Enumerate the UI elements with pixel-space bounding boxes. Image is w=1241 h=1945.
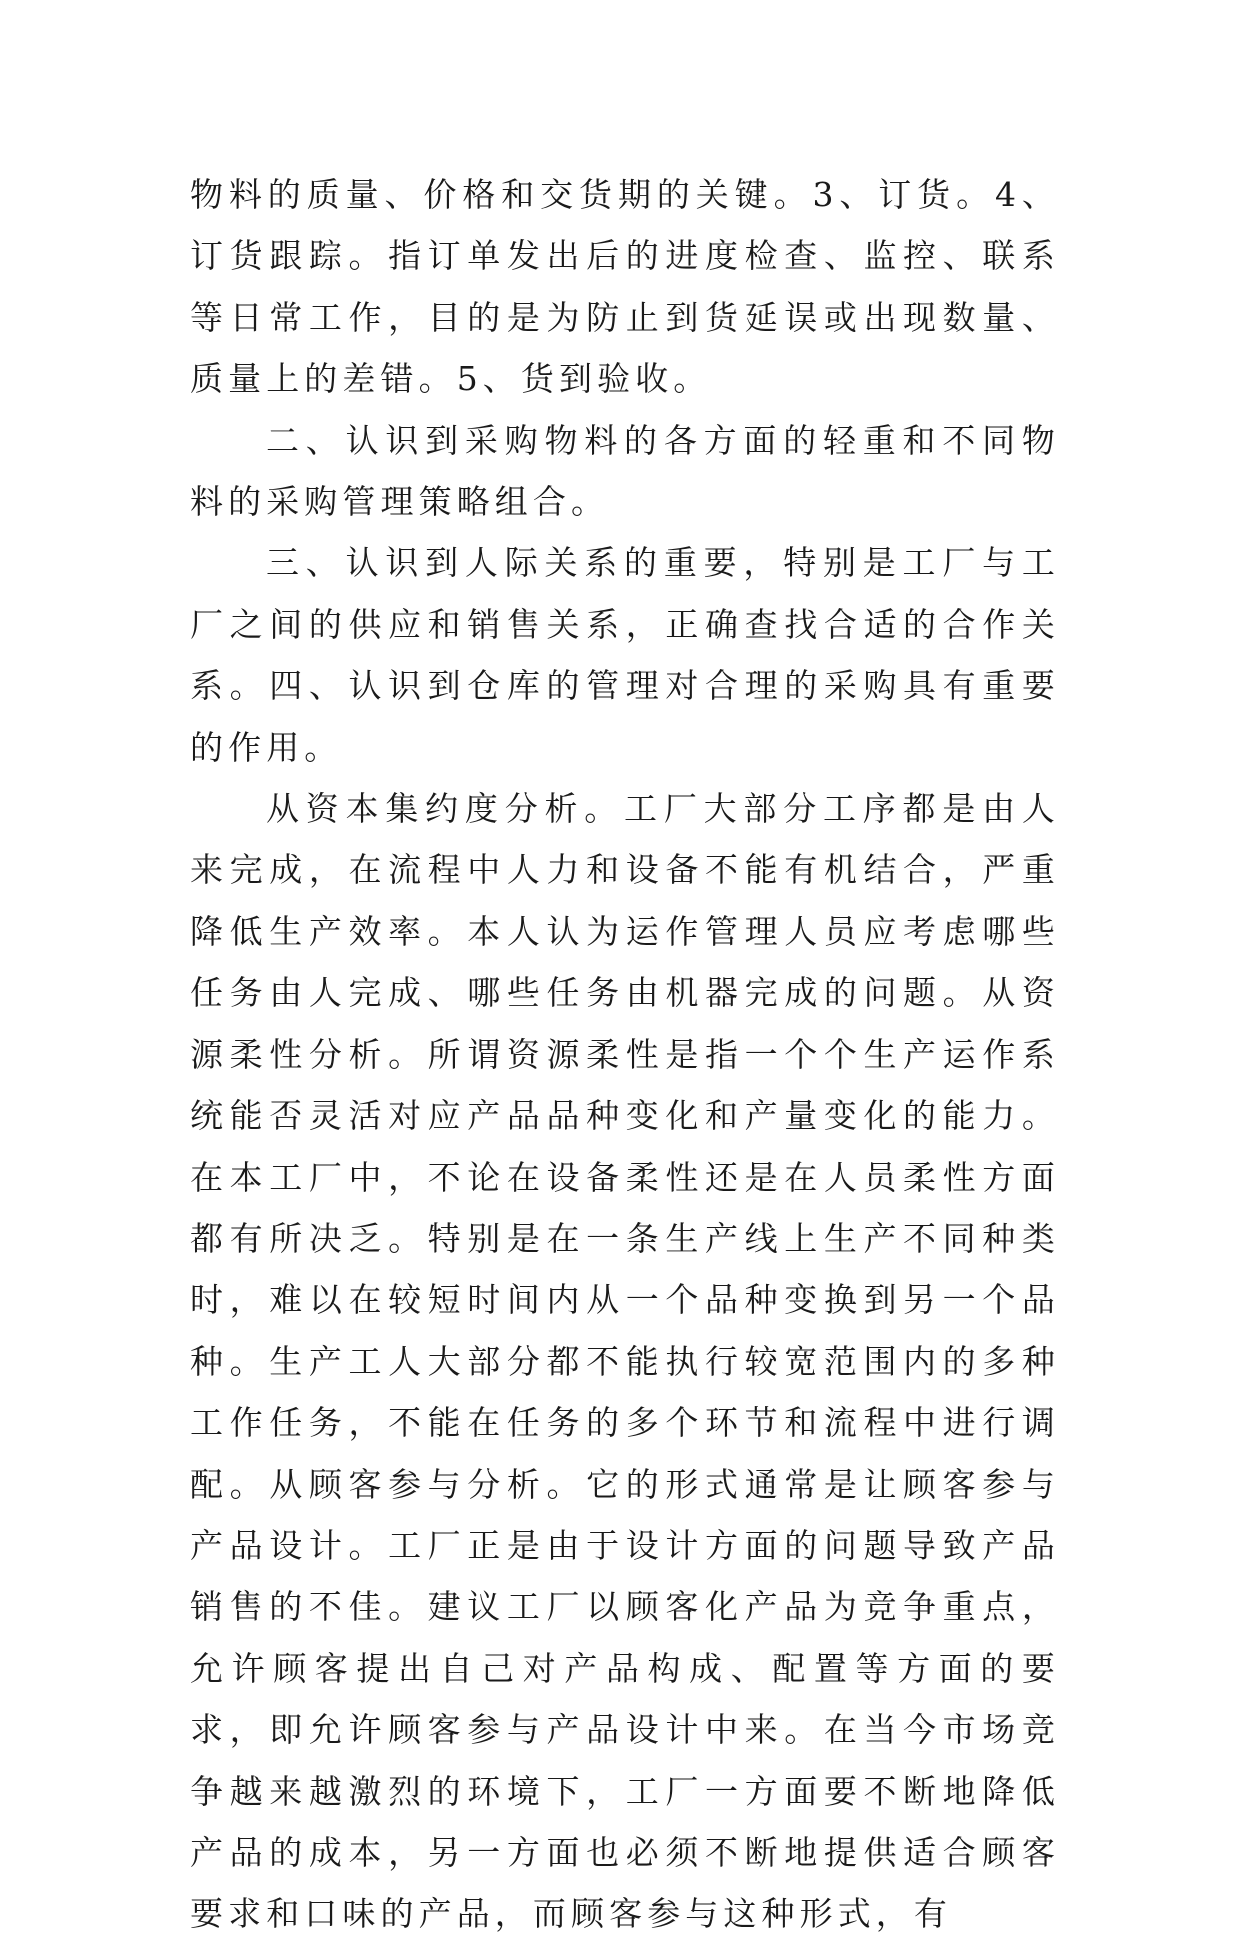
paragraph-analysis: 从资本集约度分析。工厂大部分工序都是由人来完成，在流程中人力和设备不能有机结合，严重降低生产效率。本人认为运作管理人员应考虑哪些任务由人完成、哪些任务由机器完成的问题。从资源柔性分析。所谓资源柔性是指一个个生产运作系统能否灵活对应产品品种变化和产量变化的能力。在本工厂中，不论在设备柔性还是在人员柔性方面都有所决乏。特别是在一条生产线上生产不同种类时，难以在较短时间内从一个品种变换到另一个品种。生产工人大部分都不能执行较宽范围内的多种工作任务，不能在任务的多个环节和流程中进行调配。从顾客参与分析。它的形式通常是让顾客参与产品设计。工厂正是由于设计方面的问题导致产品销售的不佳。建议工厂以顾客化产品为竞争重点，允许顾客提出自己对产品构成、配置等方面的要求，即允许顾客参与产品设计中来。在当今市场竞争越来越激烈的环境下，工厂一方面要不断地降低产品的成本，另一方面也必须不断地提供适合顾客要求和口味的产品，而顾客参与这种形式，有 [190,789,1060,1934]
body-text [190,164,1060,1945]
paragraph-point-two: 二、认识到采购物料的各方面的轻重和不同物料的采购管理策略组合。 [190,420,1060,522]
paragraph-continuation: 物料的质量、价格和交货期的关键。3、订货。4、订货跟踪。指订单发出后的进度检查、监控、联系等日常工作，目的是为防止到货延误或出现数量、质量上的差错。5、货到验收。 [190,175,1060,399]
paragraph-point-three: 三、认识到人际关系的重要，特别是工厂与工厂之间的供应和销售关系，正确查找合适的合作关系。四、认识到仓库的管理对合理的采购具有重要的作用。 [190,543,1060,767]
